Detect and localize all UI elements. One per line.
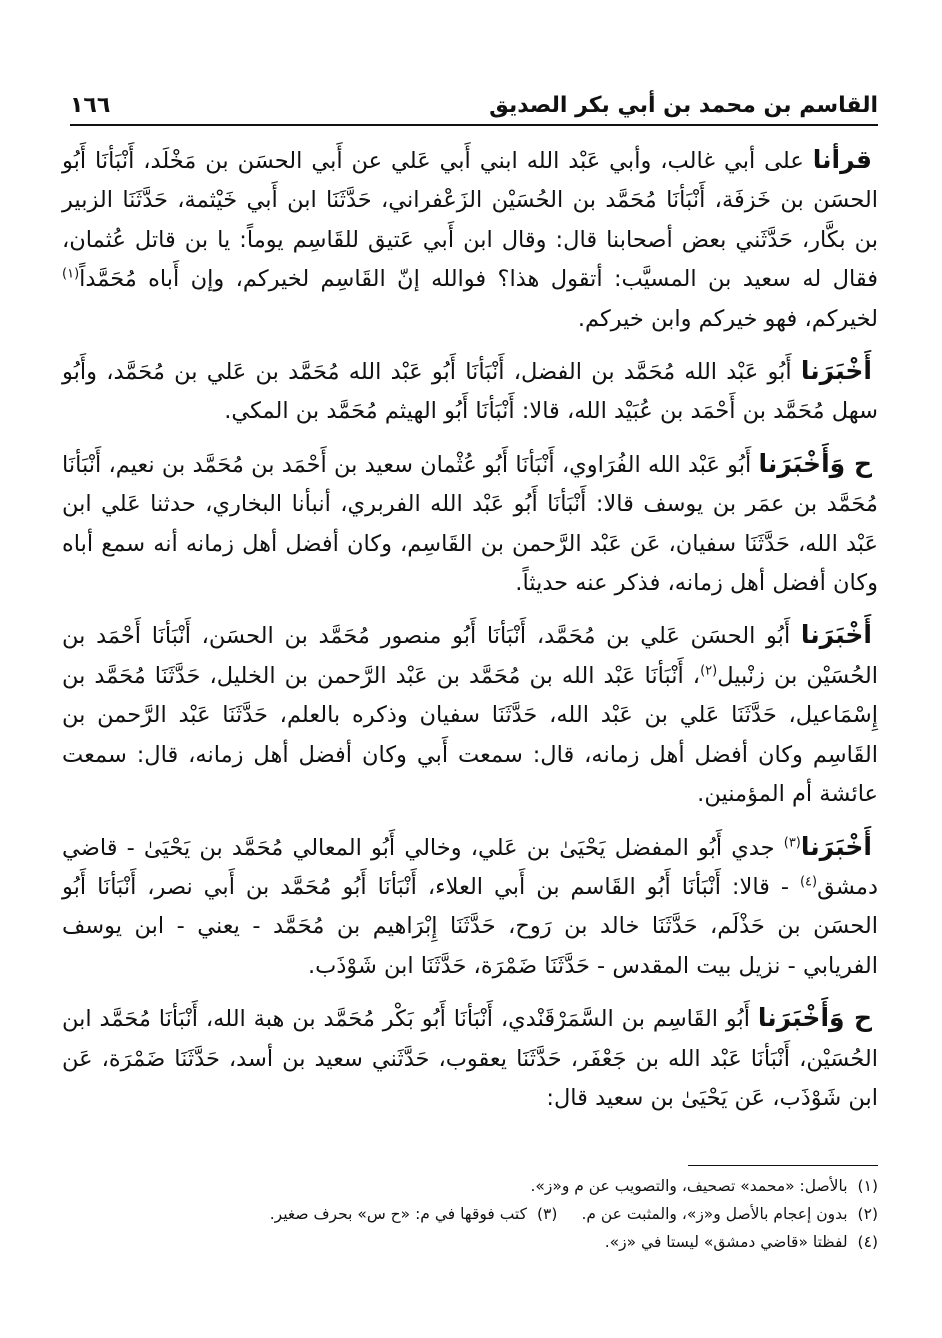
footnote-mark: (٣) [783,835,801,850]
footnote-divider [688,1165,878,1166]
paragraph-lead: ح وَأَخْبَرَنا [758,448,872,478]
paragraph-text: أَبُو عَبْد الله الفُرَاوي، أَنْبَأنَا أَبُو عُثْمان سعيد بن أَحْمَد بن مُحَمَّد بن نعيم، أَنْبَأنَا مُحَمَّد بن عمَر بن يوسف قالا: أَنْبَأنَا أَبُو عَبْد الله الفربري، أنبأنا البخاري، حدثنا عَلي ابن عَبْد الله، حَدَّثَنَا سفيان، عَن عَبْد الرَّحمن بن القَاسِم، وكان أفضل أهل زمانه أنه سمع أباه وكان أفضل أهل زمانه، فذكر عنه حديثاً. [62,451,878,597]
footnote-text: بالأصل: «محمد» تصحيف، والتصويب عن م و«ز». [530,1177,848,1195]
paragraph-text: أَبُو القَاسِم بن السَّمَرْقَنْدي، أَنْبَأنَا أَبُو بَكْر مُحَمَّد بن هبة الله، أَنْبَأنَا مُحَمَّد ابن الحُسَيْن، أَنْبَأنَا عَبْد الله بن جَعْفَر، حَدَّثَنَا يعقوب، حَدَّثَني سعيد بن أسد، حَدَّثَنَا ضَمْرَة، عَن ابن شَوْذَب، عَن يَحْيَىٰ بن سعيد قال: [62,1006,878,1111]
footnote [64,1200,878,1228]
main-text [62,140,878,1130]
footnote-text: كتب فوقها في م: «ح س» بحرف صغير. [269,1205,527,1223]
page-header [70,78,878,126]
paragraph-lead: ح وَأَخْبَرَنا [757,1003,872,1033]
paragraph [62,444,878,604]
footnote-number: (٢) [857,1205,878,1223]
paragraph-text: أَبُو عَبْد الله مُحَمَّد بن الفضل، أَنْبَأنَا أَبُو عَبْد الله مُحَمَّد بن عَلي بن مُحَمَّد، وأَبُو سهل مُحَمَّد بن أَحْمَد بن عُبَيْد الله، قالا: أَنْبَأنَا أَبُو الهيثم مُحَمَّد بن المكي. [62,359,878,425]
paragraph-text: أَبُو الحسَن عَلي بن مُحَمَّد، أَنْبَأنَا أَبُو منصور مُحَمَّد بن الحسَن، أَنْبَأنَا أَحْمَد بن الحُسَيْن بن زنْبيل [62,623,878,689]
footnotes [64,1165,878,1256]
paragraph-lead: أَخْبَرَنا [800,620,872,650]
paragraph-lead: أَخْبَرَنا [800,356,872,386]
footnote-mark: (٢) [700,663,718,679]
paragraph [62,351,878,432]
paragraph [62,140,878,339]
footnote [64,1172,878,1200]
paragraph [62,615,878,814]
footnote-text: بدون إعجام بالأصل و«ز»، والمثبت عن م. [581,1205,848,1223]
paragraph-lead: قرأنا [812,145,872,174]
footnote-mark: (٤) [799,874,818,890]
paragraph-lead: أَخْبَرَنا [800,831,872,861]
footnote [64,1228,878,1256]
paragraph-text: جدي أَبُو المفضل يَحْيَىٰ بن عَلي، وخالي أَبُو المعالي مُحَمَّد بن يَحْيَىٰ - قاضي دمشق [62,834,878,900]
footnote-number: (٤) [857,1233,878,1251]
footnote-number: (١) [857,1177,878,1195]
footnote-number: (٣) [536,1205,558,1223]
running-title: القاسم بن محمد بن أبي بكر الصديق [489,93,878,118]
footnote-text: لفظتا «قاضي دمشق» ليستا في «ز». [604,1233,848,1251]
paragraph-text: ، أَنْبَأنَا عَبْد الله بن مُحَمَّد بن عَبْد الرَّحمن بن الخليل، حَدَّثَنَا مُحَمَّد بن إِسْمَاعيل، حَدَّثَنَا عَلي بن عَبْد الله، حَدَّثَنَا سفيان وذكره بالعلم، حَدَّثَنَا عَبْد الرَّحمن بن القَاسِم وكان أفضل أهل زمانه، قال: سمعت أَبي وكان أفضل أهل زمانه، قال: سمعت عائشة أم المؤمنين. [62,662,878,808]
page-number: ١٦٦ [70,93,111,118]
paragraph-text: على أبي غالب، وأبي عَبْد الله ابني أَبي عَلي عن أَبي الحسَن بن مَخْلَد، أَنْبَأنَا أَبُو الحسَن بن خَزفَة، أَنْبَأنَا مُحَمَّد بن الحُسَيْن الزَعْفراني، حَدَّثَنَا ابن أَبي خَيْثمة، حَدَّثَنَا الزبير بن بكَّار، حَدَّثَني بعض أصحابنا قال: وقال ابن أَبي عَتيق للقَاسِم يوماً: يا بن قاتل عُثمان، فقال له سعيد بن المسيَّب: أتقول هذا؟ فوالله إنّ القَاسِم لخيركم، وإن أَباه مُحَمَّداً [62,148,878,293]
paragraph [62,998,878,1118]
paragraph [62,827,878,987]
paragraph-text: لخيركم، فهو خيركم وابن خيركم. [577,305,878,332]
paragraph-text: - قالا: أَنْبَأنَا أَبُو القَاسم بن أَبي العلاء، أَنْبَأنَا أَبُو مُحَمَّد بن أَبي نصر، أَنْبَأنَا أَبُو الحسَن بن حَذْلَم، حَدَّثَنَا خالد بن رَوح، حَدَّثَنَا إِبْرَاهيم بن مُحَمَّد - يعني - ابن يوسف الفريابي - نزيل بيت المقدس - حَدَّثَنَا ضَمْرَة، حَدَّثَنَا ابن شَوْذَب. [62,873,878,979]
footnote-mark: (١) [62,266,80,282]
